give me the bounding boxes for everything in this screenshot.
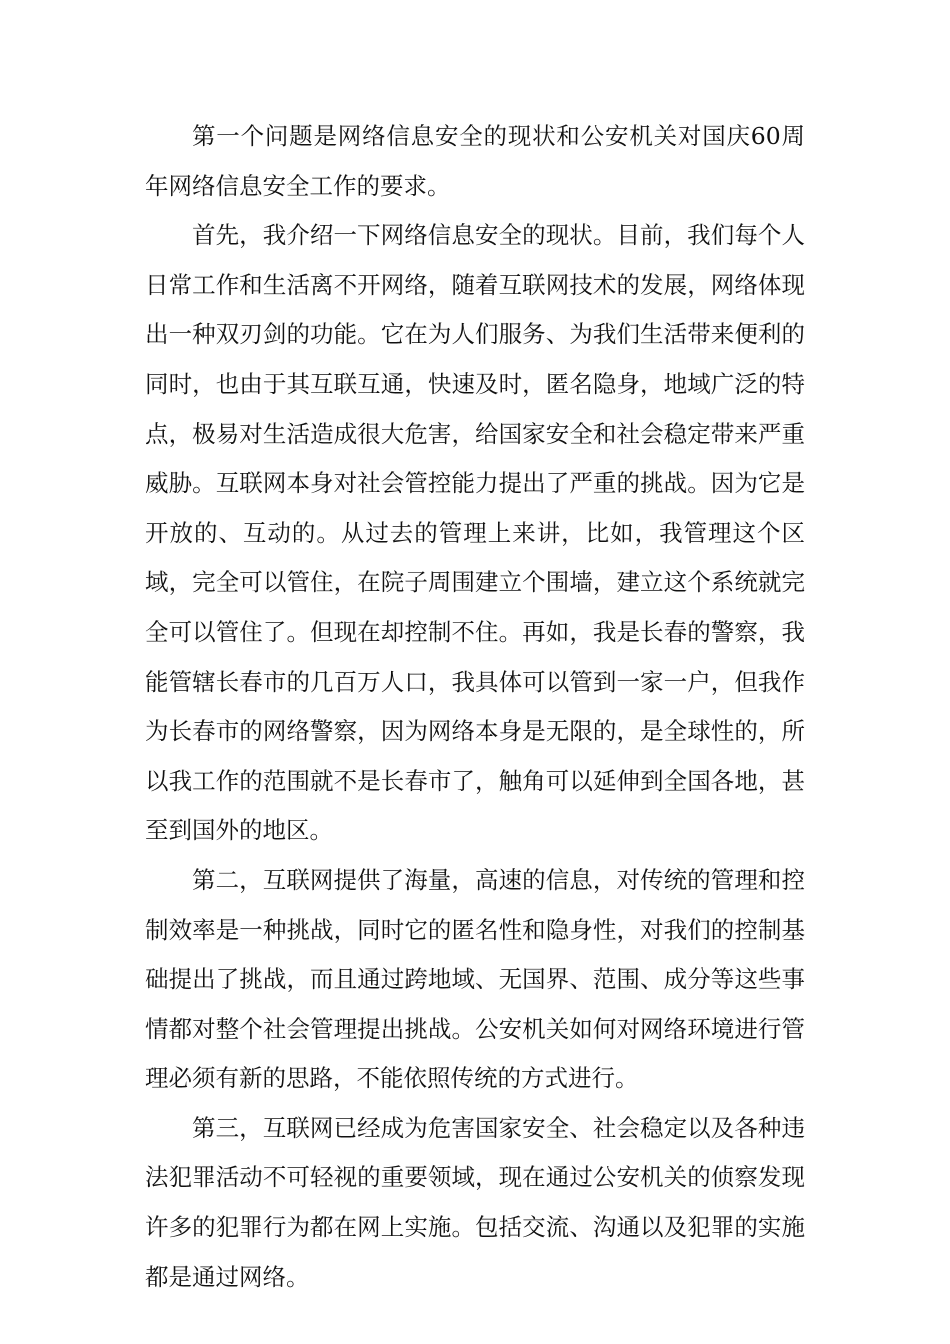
document-body (145, 112, 805, 1302)
paragraph-2: 首先，我介绍一下网络信息安全的现状。目前，我们每个人日常工作和生活离不开网络，随着互联网技术的发展，网络体现出一种双刃剑的功能。它在为人们服务、为我们生活带来便利的同时，也由于其互联互通，快速及时，匿名隐身，地域广泛的特点，极易对生活造成很大危害，给国家安全和社会稳定带来严重威胁。互联网本身对社会管控能力提出了严重的挑战。因为它是开放的、互动的。从过去的管理上来讲，比如，我管理这个区域，完全可以管住，在院子周围建立个围墙，建立这个系统就完全可以管住了。但现在却控制不住。再如，我是长春的警察，我能管辖长春市的几百万人口，我具体可以管到一家一户，但我作为长春市的网络警察，因为网络本身是无限的，是全球性的，所以我工作的范围就不是长春市了，触角可以延伸到全国各地，甚至到国外的地区。 (145, 221, 805, 845)
paragraph-4: 第三，互联网已经成为危害国家安全、社会稳定以及各种违法犯罪活动不可轻视的重要领域，现在通过公安机关的侦察发现许多的犯罪行为都在网上实施。包括交流、沟通以及犯罪的实施都是通过网络。 (145, 1113, 805, 1291)
paragraph-3: 第二，互联网提供了海量，高速的信息，对传统的管理和控制效率是一种挑战，同时它的匿名性和隐身性，对我们的控制基础提出了挑战，而且通过跨地域、无国界、范围、成分等这些事情都对整个社会管理提出挑战。公安机关如何对网络环境进行管理必须有新的思路，不能依照传统的方式进行。 (145, 865, 805, 1093)
paragraph-1: 第一个问题是网络信息安全的现状和公安机关对国庆60周年网络信息安全工作的要求。 (145, 122, 805, 200)
